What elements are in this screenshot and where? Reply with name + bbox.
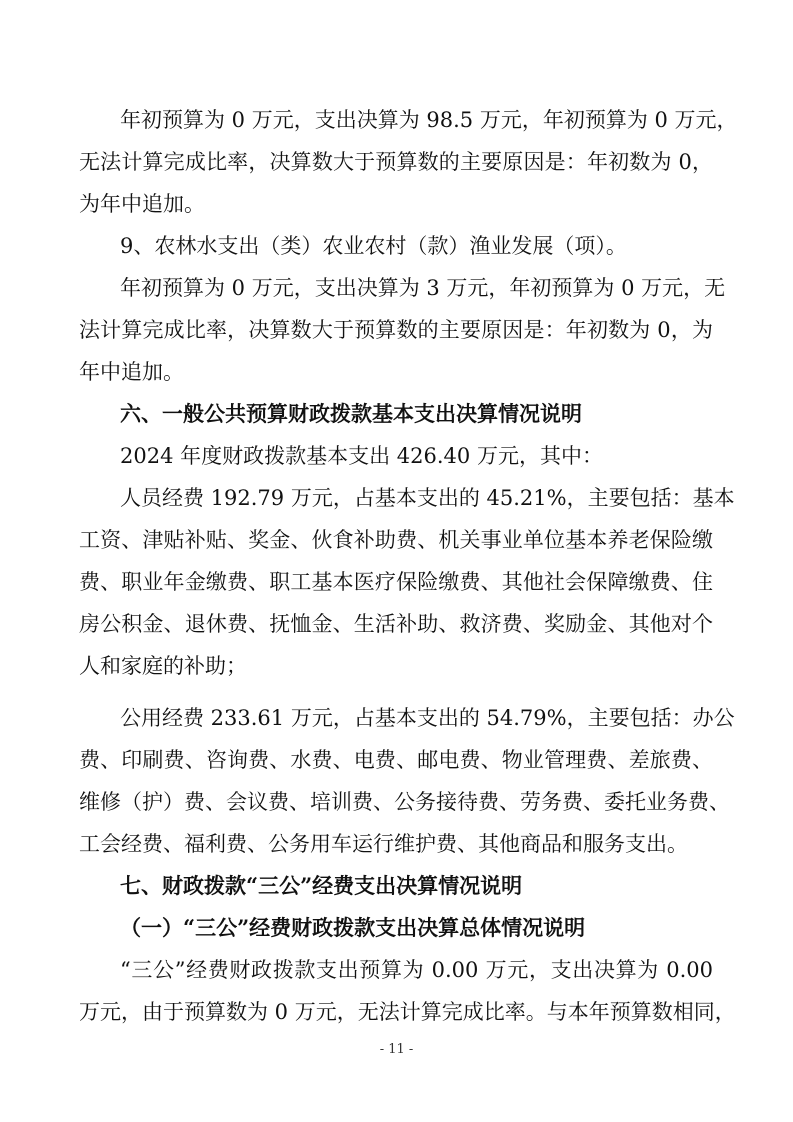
paragraph-line: 房公积金、退休费、抚恤金、生活补助、救济费、奖励金、其他对个 <box>79 612 713 636</box>
subsection-heading: （一）“三公”经费财政拨款支出决算总体情况说明 <box>120 915 586 940</box>
paragraph-line: 公用经费 233.61 万元，占基本支出的 54.79%，主要包括：办公 <box>120 706 735 730</box>
paragraph-line: 为年中追加。 <box>79 192 205 216</box>
paragraph-line: 年初预算为 0 万元，支出决算为 3 万元，年初预算为 0 万元，无 <box>120 276 726 300</box>
paragraph-line: 维修（护）费、会议费、培训费、公务接待费、劳务费、委托业务费、 <box>79 790 730 814</box>
paragraph-line: 年初预算为 0 万元，支出决算为 98.5 万元，年初预算为 0 万元， <box>120 108 738 132</box>
paragraph-line: 2024 年度财政拨款基本支出 426.40 万元，其中： <box>120 444 603 468</box>
paragraph-line: 万元，由于预算数为 0 万元，无法计算完成比率。与本年预算数相同， <box>79 1000 736 1024</box>
list-item-heading: 9、农林水支出（类）农业农村（款）渔业发展（项）。 <box>120 234 627 258</box>
paragraph-line: 费、印刷费、咨询费、水费、电费、邮电费、物业管理费、差旅费、 <box>79 748 713 772</box>
paragraph-line: 人和家庭的补助； <box>79 654 247 678</box>
paragraph-line: 工资、津贴补贴、奖金、伙食补助费、机关事业单位基本养老保险缴 <box>79 528 713 552</box>
paragraph-line: 工会经费、福利费、公务用车运行维护费、其他商品和服务支出。 <box>79 832 688 856</box>
page-number: - 11 - <box>379 1042 414 1057</box>
paragraph-line: 法计算完成比率，决算数大于预算数的主要原因是：年初数为 0，为 <box>79 318 713 342</box>
paragraph-line: 无法计算完成比率，决算数大于预算数的主要原因是：年初数为 0， <box>79 150 713 174</box>
paragraph-line: 人员经费 192.79 万元，占基本支出的 45.21%，主要包括：基本 <box>120 486 735 510</box>
paragraph-line: 费、职业年金缴费、职工基本医疗保险缴费、其他社会保障缴费、住 <box>79 570 713 594</box>
section-heading: 六、一般公共预算财政拨款基本支出决算情况说明 <box>120 401 582 426</box>
paragraph-line: “三公”经费财政拨款支出预算为 0.00 万元，支出决算为 0.00 <box>120 958 713 982</box>
section-heading: 七、财政拨款“三公”经费支出决算情况说明 <box>120 873 523 898</box>
paragraph-line: 年中追加。 <box>79 360 184 384</box>
